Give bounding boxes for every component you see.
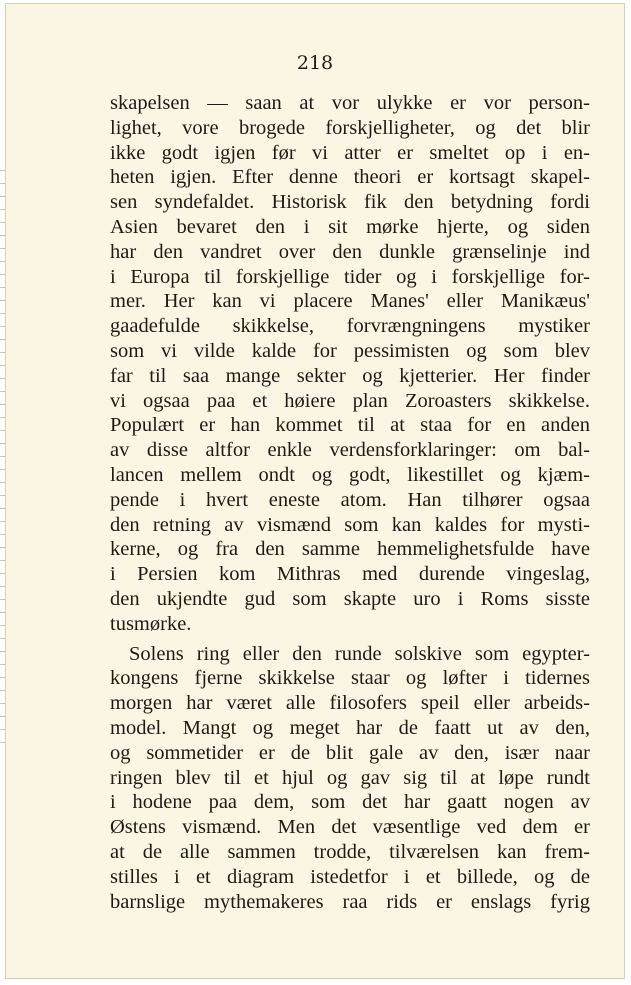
text-line: lancen mellem ondt og godt, likestillet og kjæm- bbox=[110, 463, 590, 486]
text-line: tusmørke. bbox=[110, 612, 192, 635]
paragraph bbox=[110, 91, 590, 637]
text-line: i Europa til forskjellige tider og i forskjellige for- bbox=[110, 265, 590, 288]
text-line: barnslige mythemakeres raa rids er enslags fyrig bbox=[110, 890, 590, 913]
text-line: morgen har været alle filosofers speil eller arbeids- bbox=[110, 692, 590, 715]
text-line: har den vandret over den dunkle grænselinje ind bbox=[110, 240, 590, 263]
text-line: at de alle sammen trodde, tilværelsen kan frem- bbox=[110, 840, 590, 863]
text-line: Solens ring eller den runde solskive som egypter- bbox=[129, 642, 590, 665]
text-line: og sommetider er de blit gale av den, især naar bbox=[110, 741, 590, 764]
text-line: Østens vismænd. Men det væsentlige ved dem er bbox=[110, 816, 590, 839]
text-line: i Persien kom Mithras med durende vingeslag, bbox=[110, 563, 590, 586]
text-line: heten igjen. Efter denne theori er kortsagt skapel- bbox=[110, 166, 590, 189]
text-line: Populært er han kommet til at staa for en anden bbox=[110, 414, 590, 437]
text-line: skapelsen — saan at vor ulykke er vor person- bbox=[110, 92, 590, 114]
text-line: den ukjendte gud som skapte uro i Roms sisste bbox=[110, 587, 590, 610]
text-line: ikke godt igjen før vi atter er smeltet op i en- bbox=[110, 141, 590, 164]
text-line: den retning av vismænd som kan kaldes for mysti- bbox=[110, 513, 590, 536]
text-line: vi ogsaa paa et høiere plan Zoroasters skikkelse. bbox=[110, 389, 590, 412]
text-line: model. Mangt og meget har de faatt ut av den, bbox=[110, 716, 590, 739]
text-line: sen syndefaldet. Historisk fik den betydning fordi bbox=[110, 191, 590, 214]
text-line: pende i hvert eneste atom. Han tilhører ogsaa bbox=[110, 488, 590, 511]
book-page bbox=[5, 3, 625, 979]
text-line: ringen blev til et hjul og gav sig til at løpe rundt bbox=[110, 766, 590, 789]
page-number: 218 bbox=[296, 52, 334, 74]
text-line: av disse altfor enkle verdensforklaringer: om bal- bbox=[110, 439, 590, 462]
text-line: kerne, og fra den samme hemmelighetsfulde have bbox=[110, 538, 590, 561]
text-line: Asien bevaret den i sit mørke hjerte, og siden bbox=[110, 215, 590, 238]
text-line: mer. Her kan vi placere Manes' eller Manikæus' bbox=[110, 290, 590, 313]
text-line: som vi vilde kalde for pessimisten og som blev bbox=[110, 339, 590, 362]
scan-edge-marks bbox=[0, 170, 5, 750]
text-line: stilles i et diagram istedetfor i et billede, og de bbox=[110, 865, 590, 888]
text-line: far til saa mange sekter og kjetterier. Her finder bbox=[110, 364, 590, 387]
text-line: gaadefulde skikkelse, forvrængningens mystiker bbox=[110, 315, 590, 338]
body-text bbox=[110, 91, 590, 914]
text-line: lighet, vore brogede forskjelligheter, og det blir bbox=[110, 116, 590, 139]
paragraph bbox=[110, 642, 590, 915]
text-line: kongens fjerne skikkelse staar og løfter i tidernes bbox=[110, 667, 590, 690]
text-line: i hodene paa dem, som det har gaatt nogen av bbox=[110, 791, 590, 814]
